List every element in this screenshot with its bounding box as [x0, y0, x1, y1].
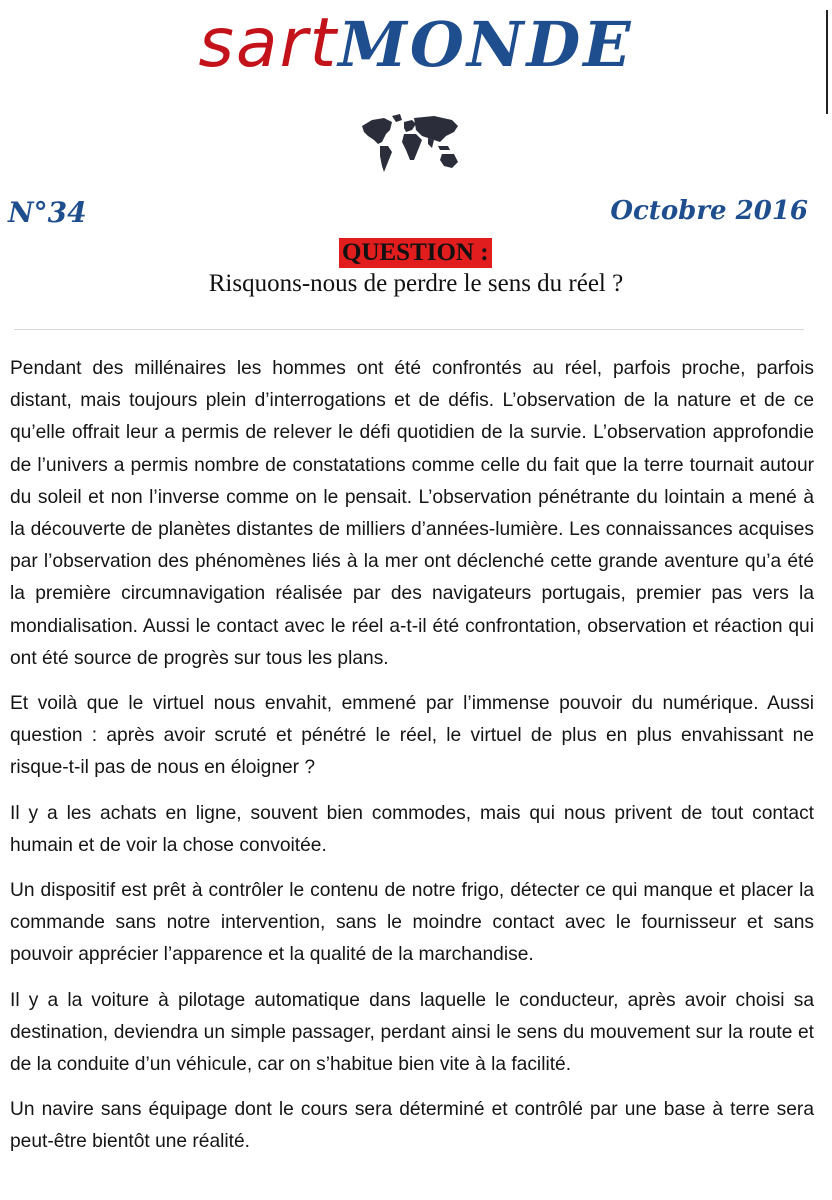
issue-number: N°34: [8, 196, 87, 229]
world-map-icon: [358, 112, 462, 176]
logo-text-monde: MONDE: [338, 8, 634, 81]
masthead-logo: [0, 4, 832, 83]
article-body: [10, 353, 814, 1172]
paragraph: Et voilà que le virtuel nous envahit, emmené par l’immense pouvoir du numérique. Aussi question : après avoir scruté et pénétré le réel, le virtuel de plus en plus envahissant ne risque-t-il pas de nous en éloigner ?: [10, 693, 814, 779]
question-title: Risquons-nous de perdre le sens du réel ?: [208, 270, 624, 297]
separator-line: [14, 329, 804, 330]
paragraph: Un dispositif est prêt à contrôler le contenu de notre frigo, détecter ce qui manque et placer la commande sans notre intervention, sans le moindre contact avec le fournisseur et sans pouvoir apprécier l’apparence et la qualité de la marchandise.: [10, 880, 814, 966]
vertical-rule: [826, 10, 828, 114]
question-label: QUESTION :: [339, 238, 492, 268]
issue-date: Octobre 2016: [610, 196, 808, 226]
paragraph: Il y a la voiture à pilotage automatique dans laquelle le conducteur, après avoir choisi sa destination, deviendra un simple passager, perdant ainsi le sens du mouvement sur la route et de la conduite d’un véhicule, car on s’habitue bien vite à la facilité.: [10, 989, 814, 1076]
paragraph: Pendant des millénaires les hommes ont été confrontés au réel, parfois proche, parfois distant, mais toujours plein d’interrogations et de défis. L’observation de la nature et de ce qu’elle offrait leur a permis de relever le défi quotidien de la survie. L’observation approfondie de l’univers a permis nombre de constatations comme celle du fait que la terre tournait autour du soleil et non l’inverse comme on le pensait. L’observation pénétrante du lointain a mené à la découverte de planètes distantes de milliers d’années-lumière. Les connaissances acquises par l’observation des phénomènes liés à la mer ont déclenché cette grande aventure qu’a été la première circumnavigation réalisée par des navigateurs portugais, premier pas vers la mondialisation. Aussi le contact avec le réel a-t-il été confrontation, observation et réaction qui ont été source de progrès sur tous les plans.: [10, 358, 814, 669]
paragraph: Un navire sans équipage dont le cours sera déterminé et contrôlé par une base à terre sera peut-être bientôt une réalité.: [10, 1099, 814, 1153]
paragraph: Il y a les achats en ligne, souvent bien commodes, mais qui nous privent de tout contact humain et de voir la chose convoitée.: [10, 802, 814, 856]
logo-text-sart: sart: [198, 4, 339, 83]
